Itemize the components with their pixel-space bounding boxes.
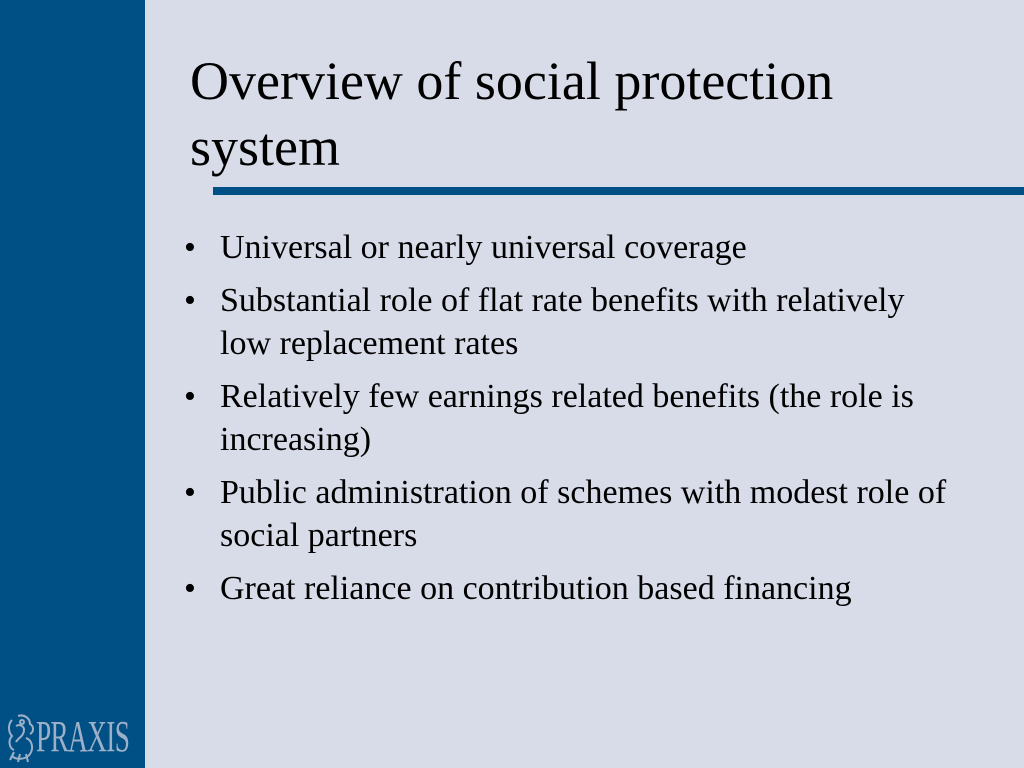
bullet-item <box>180 226 960 269</box>
bullet-marker: • <box>184 474 196 511</box>
title-underline <box>213 187 1024 195</box>
bullet-item <box>180 279 960 365</box>
lion-emblem-icon <box>4 710 38 764</box>
bullet-text: Universal or nearly universal coverage <box>220 229 747 266</box>
bullet-text: Public administration of schemes with modest role of social partners <box>220 474 947 554</box>
bullet-marker: • <box>184 378 196 415</box>
bullet-marker: • <box>184 229 196 266</box>
bullet-list <box>180 226 960 620</box>
sidebar-band <box>0 0 145 768</box>
praxis-logo <box>4 708 140 766</box>
bullet-marker: • <box>184 570 196 607</box>
bullet-text: Great reliance on contribution based financing <box>220 570 852 607</box>
bullet-text: Relatively few earnings related benefits (the role is increasing) <box>220 378 914 458</box>
bullet-item <box>180 375 960 461</box>
bullet-item <box>180 567 960 610</box>
bullet-item <box>180 471 960 557</box>
slide-title: Overview of social protection system <box>190 51 834 177</box>
logo-wordmark: PRAXIS <box>36 712 130 761</box>
bullet-marker: • <box>184 282 196 319</box>
bullet-text: Substantial role of flat rate benefits with relatively low replacement rates <box>220 282 905 362</box>
